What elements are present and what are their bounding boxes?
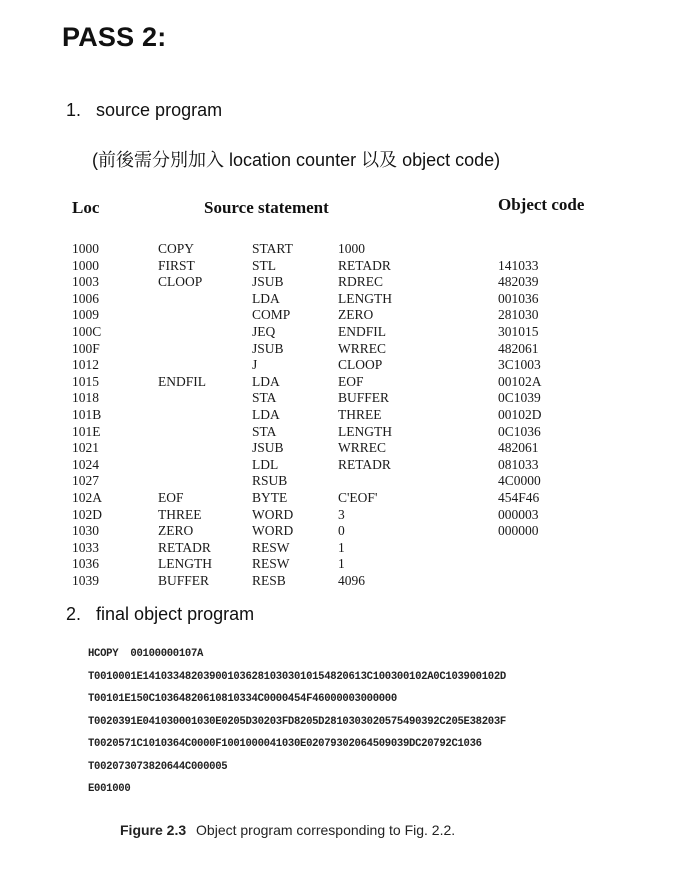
cell-object-code: 001036 [498, 290, 539, 306]
cell-loc: 1039 [72, 572, 99, 588]
table-row [72, 424, 632, 441]
cell-opcode: STL [252, 257, 277, 273]
table-row [72, 473, 632, 490]
cell-loc: 1015 [72, 373, 99, 389]
object-record: T00101E150C10364820610810334C0000454F46000003000000 [88, 693, 397, 705]
cell-opcode: BYTE [252, 489, 288, 505]
cell-operand: WRREC [338, 340, 387, 356]
cell-loc: 1021 [72, 440, 99, 456]
cell-label: RETADR [158, 539, 211, 555]
table-row [72, 540, 632, 557]
section-number: 1. [66, 100, 82, 120]
cell-object-code: 281030 [498, 307, 539, 323]
cell-operand: RETADR [338, 257, 391, 273]
cell-operand: RDREC [338, 274, 384, 290]
object-record: E001000 [88, 783, 131, 795]
cell-opcode: STA [252, 423, 277, 439]
column-header-source: Source statement [204, 198, 329, 217]
cell-operand: CLOOP [338, 357, 383, 373]
table-row [72, 556, 632, 573]
cell-object-code: 141033 [498, 257, 539, 273]
cell-loc: 101B [72, 406, 102, 422]
table-row [72, 241, 632, 258]
cell-object-code: 482061 [498, 440, 539, 456]
table-row [72, 523, 632, 540]
cell-operand: THREE [338, 406, 382, 422]
instruction-note: (前後需分別加入 location counter 以及 object code) [92, 150, 501, 170]
table-row [72, 258, 632, 275]
table-row [72, 490, 632, 507]
table-row [72, 507, 632, 524]
cell-opcode: JSUB [252, 340, 284, 356]
table-row [72, 374, 632, 391]
cell-loc: 1000 [72, 257, 99, 273]
cell-loc: 102D [72, 506, 102, 522]
object-record: T0010001E1410334820390010362810303010154820613C100300102A0C103900102D [88, 670, 506, 683]
table-row [72, 457, 632, 474]
cell-operand: LENGTH [338, 290, 392, 306]
cell-opcode: START [252, 241, 293, 256]
source-listing [72, 241, 632, 589]
cell-loc: 1030 [72, 523, 99, 539]
column-header-loc: Loc [72, 198, 100, 217]
cell-loc: 1003 [72, 274, 99, 290]
object-program [88, 648, 506, 806]
table-row [72, 274, 632, 291]
cell-operand: EOF [338, 373, 364, 389]
cell-loc: 100C [72, 323, 102, 339]
table-row [72, 390, 632, 407]
cell-opcode: LDA [252, 373, 280, 389]
cell-operand: 4096 [338, 572, 365, 588]
cell-label: LENGTH [158, 556, 212, 572]
section-object-program [66, 604, 254, 625]
object-record: T0020391E041030001030E0205D30203FD8205D2810303020575490392C205E38203F [88, 715, 506, 728]
cell-label: FIRST [158, 257, 195, 273]
cell-opcode: RESW [252, 556, 290, 572]
cell-loc: 1009 [72, 307, 99, 323]
section-title: source program [96, 100, 223, 120]
table-row [72, 307, 632, 324]
cell-loc: 1006 [72, 290, 99, 306]
cell-label: EOF [158, 489, 184, 505]
cell-opcode: RESB [252, 572, 286, 588]
cell-object-code: 0C1039 [498, 390, 541, 406]
page-heading: PASS 2: [62, 22, 167, 52]
cell-opcode: WORD [252, 523, 294, 539]
cell-opcode: JSUB [252, 274, 284, 290]
cell-label: ZERO [158, 523, 194, 539]
cell-loc: 1036 [72, 556, 99, 572]
cell-operand: 1 [338, 556, 345, 572]
cell-object-code: 482061 [498, 340, 539, 356]
cell-opcode: STA [252, 390, 277, 406]
table-row [72, 440, 632, 457]
cell-opcode: LDA [252, 406, 280, 422]
section-source-program [66, 100, 222, 121]
cell-label: COPY [158, 241, 195, 256]
cell-label: ENDFIL [158, 373, 206, 389]
table-row [72, 291, 632, 308]
section-number: 2. [66, 604, 82, 624]
cell-object-code: 081033 [498, 456, 539, 472]
cell-operand: C'EOF' [338, 489, 378, 505]
cell-object-code: 0C1036 [498, 423, 541, 439]
cell-operand: 3 [338, 506, 345, 522]
cell-operand: WRREC [338, 440, 387, 456]
cell-operand: ZERO [338, 307, 374, 323]
cell-opcode: JSUB [252, 440, 284, 456]
cell-label: THREE [158, 506, 202, 522]
cell-object-code: 482039 [498, 274, 539, 290]
cell-operand: 1000 [338, 241, 365, 256]
cell-loc: 1012 [72, 357, 99, 373]
cell-operand: BUFFER [338, 390, 390, 406]
cell-loc: 101E [72, 423, 101, 439]
cell-object-code: 454F46 [498, 489, 540, 505]
cell-loc: 1033 [72, 539, 99, 555]
table-row [72, 573, 632, 590]
cell-object-code: 00102A [498, 373, 542, 389]
cell-opcode: COMP [252, 307, 291, 323]
cell-loc: 102A [72, 489, 102, 505]
cell-loc: 1018 [72, 390, 99, 406]
cell-loc: 1000 [72, 241, 99, 256]
table-row [72, 357, 632, 374]
object-record: T0020571C1010364C0000F1001000041030E02079302064509039DC20792C1036 [88, 738, 482, 750]
cell-object-code: 3C1003 [498, 357, 541, 373]
object-record: HCOPY 00100000107A [88, 648, 204, 660]
cell-opcode: JEQ [252, 323, 276, 339]
cell-object-code: 00102D [498, 406, 542, 422]
cell-object-code: 4C0000 [498, 473, 541, 489]
cell-operand: 0 [338, 523, 345, 539]
figure-caption [120, 822, 455, 838]
table-row [72, 324, 632, 341]
cell-opcode: J [252, 357, 258, 373]
cell-loc: 1024 [72, 456, 99, 472]
cell-opcode: RSUB [252, 473, 288, 489]
table-row [72, 341, 632, 358]
cell-opcode: WORD [252, 506, 294, 522]
column-header-object: Object code [498, 195, 585, 214]
cell-opcode: RESW [252, 539, 290, 555]
figure-caption-text: Object program corresponding to Fig. 2.2. [196, 822, 456, 838]
cell-object-code: 301015 [498, 323, 539, 339]
cell-operand: LENGTH [338, 423, 392, 439]
cell-loc: 1027 [72, 473, 99, 489]
cell-opcode: LDA [252, 290, 280, 306]
figure-label: Figure 2.3 [120, 822, 187, 838]
section-title: final object program [96, 604, 255, 624]
cell-object-code: 000003 [498, 506, 539, 522]
object-record: T002073073820644C000005 [88, 760, 228, 773]
cell-operand: 1 [338, 539, 345, 555]
cell-loc: 100F [72, 340, 100, 356]
cell-opcode: LDL [252, 456, 279, 472]
cell-label: BUFFER [158, 572, 210, 588]
cell-label: CLOOP [158, 274, 203, 290]
table-row [72, 407, 632, 424]
cell-object-code: 000000 [498, 523, 539, 539]
cell-operand: RETADR [338, 456, 391, 472]
cell-operand: ENDFIL [338, 323, 386, 339]
